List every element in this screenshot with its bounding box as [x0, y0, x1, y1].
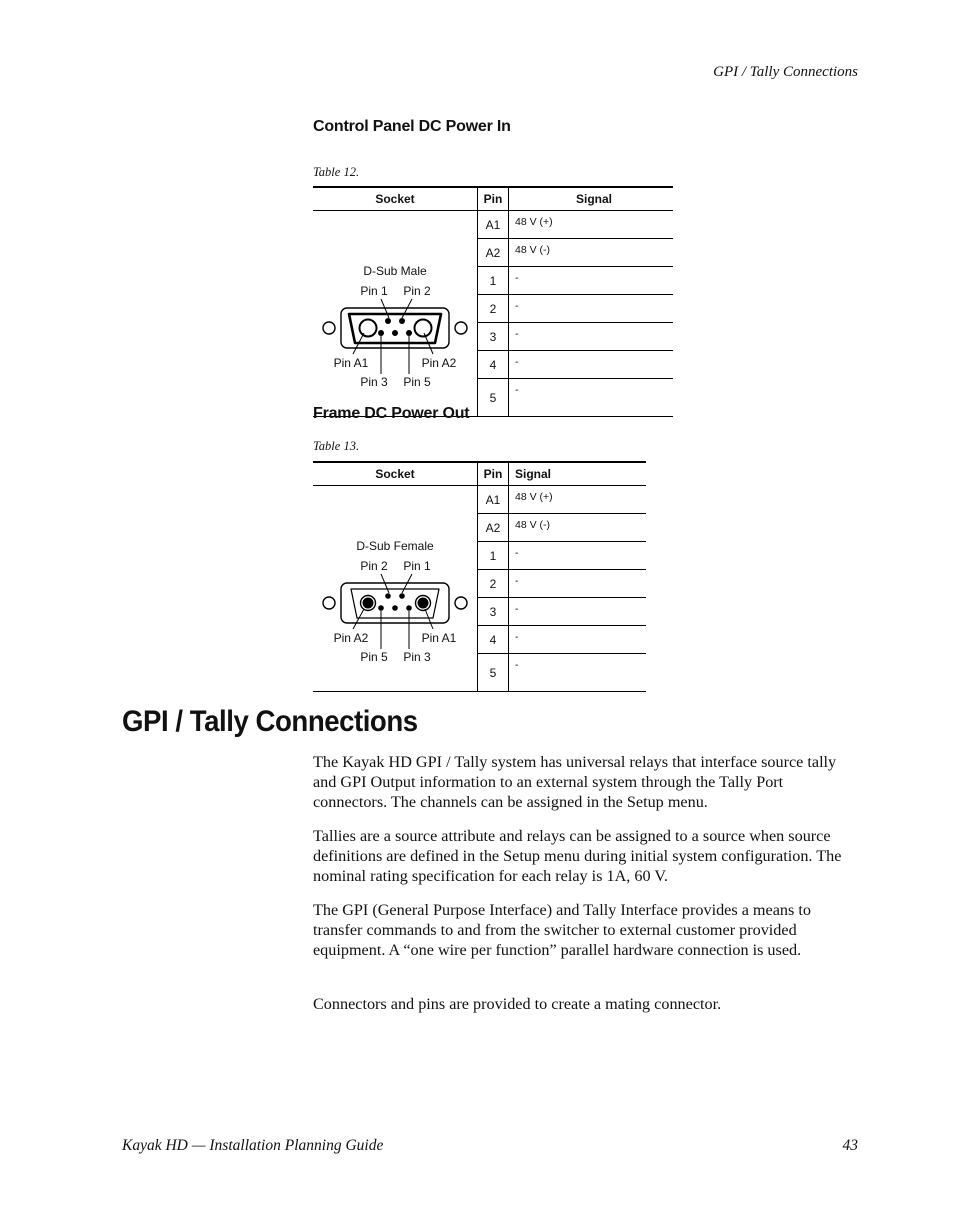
connector-shell: [323, 583, 467, 623]
col-header-socket: Socket: [313, 462, 478, 486]
table-caption-12: Table 12.: [313, 165, 360, 179]
table-frame-dc-power: [313, 461, 646, 692]
body-paragraph-2: Tallies are a source attribute and relays can be assigned to a source when source definitions are defined in the Setup menu during initial system configuration. The nominal rating specification for each relay is 1A, 60 V.: [313, 827, 842, 885]
pin-cell: 3: [478, 323, 509, 351]
pin-cell: A1: [478, 211, 509, 239]
page-number: 43: [842, 1137, 858, 1154]
connector-pins: [360, 318, 432, 337]
signal-cell: 48 V (+): [509, 211, 674, 239]
table-row: [313, 486, 646, 514]
running-header: GPI / Tally Connections: [713, 64, 858, 80]
signal-cell: -: [509, 351, 674, 379]
signal-cell: -: [509, 295, 674, 323]
signal-cell: -: [509, 542, 647, 570]
pin-cell: A2: [478, 514, 509, 542]
body-paragraph-4: Connectors and pins are provided to create a mating connector.: [313, 995, 722, 1013]
table-row: [313, 211, 673, 239]
diagram-title: D-Sub Male: [363, 264, 427, 278]
label-bottom-right: Pin A1: [421, 631, 457, 645]
table-caption-13: Table 13.: [313, 439, 360, 453]
signal-cell: -: [509, 654, 647, 692]
label-bottom-right: Pin A2: [421, 356, 457, 370]
pin-cell: 5: [478, 654, 509, 692]
signal-cell: 48 V (-): [509, 514, 647, 542]
body-paragraph-1: The Kayak HD GPI / Tally system has universal relays that interface source tally and GPI Output information to an external system through the Tally Port connectors. The channels can be assigned in the Setup menu.: [313, 753, 837, 811]
col-header-pin: Pin: [478, 462, 509, 486]
col-header-signal: Signal: [509, 187, 674, 211]
label-bottom2-right: Pin 3: [403, 650, 431, 664]
connector-shell: [323, 308, 467, 348]
label-bottom2-left: Pin 3: [360, 375, 388, 389]
pin-cell: 4: [478, 351, 509, 379]
label-bottom-left: Pin A1: [333, 356, 369, 370]
col-header-signal: Signal: [509, 462, 647, 486]
connector-pins: [361, 593, 431, 611]
pin-cell: 2: [478, 570, 509, 598]
label-top-right: Pin 1: [403, 559, 431, 573]
signal-cell: -: [509, 379, 674, 417]
label-bottom2-left: Pin 5: [360, 650, 388, 664]
label-top-left: Pin 2: [360, 559, 388, 573]
pin-cell: 4: [478, 626, 509, 654]
signal-cell: 48 V (-): [509, 239, 674, 267]
dsub-male-connector-diagram: [313, 211, 477, 389]
body-paragraph-3: The GPI (General Purpose Interface) and Tally Interface provides a means to transfer commands to and from the switcher to external customer provided equipment. A “one wire per function” parallel hardware connection is used.: [313, 901, 811, 959]
signal-cell: -: [509, 323, 674, 351]
pin-cell: 2: [478, 295, 509, 323]
col-header-socket: Socket: [313, 187, 478, 211]
col-header-pin: Pin: [478, 187, 509, 211]
pin-cell: 3: [478, 598, 509, 626]
diagram-title: D-Sub Female: [356, 539, 434, 553]
pin-cell: 1: [478, 542, 509, 570]
pin-cell: 1: [478, 267, 509, 295]
footer-doc-title: Kayak HD — Installation Planning Guide: [122, 1137, 384, 1154]
label-bottom-left: Pin A2: [333, 631, 369, 645]
pin-cell: A1: [478, 486, 509, 514]
table-control-panel-dc-power: [313, 186, 673, 417]
signal-cell: -: [509, 267, 674, 295]
signal-cell: -: [509, 570, 647, 598]
label-bottom2-right: Pin 5: [403, 375, 431, 389]
section-heading-frame-dc-power: Frame DC Power Out: [313, 405, 470, 422]
dsub-female-connector-diagram: [313, 486, 477, 664]
signal-cell: 48 V (+): [509, 486, 647, 514]
socket-diagram-cell: [313, 211, 478, 417]
section-heading-control-panel: Control Panel DC Power In: [313, 118, 511, 135]
signal-cell: -: [509, 626, 647, 654]
label-top-left: Pin 1: [360, 284, 388, 298]
signal-cell: -: [509, 598, 647, 626]
label-top-right: Pin 2: [403, 284, 431, 298]
page-title: GPI / Tally Connections: [122, 705, 418, 738]
pin-cell: A2: [478, 239, 509, 267]
socket-diagram-cell: [313, 486, 478, 692]
pin-cell: 5: [478, 379, 509, 417]
